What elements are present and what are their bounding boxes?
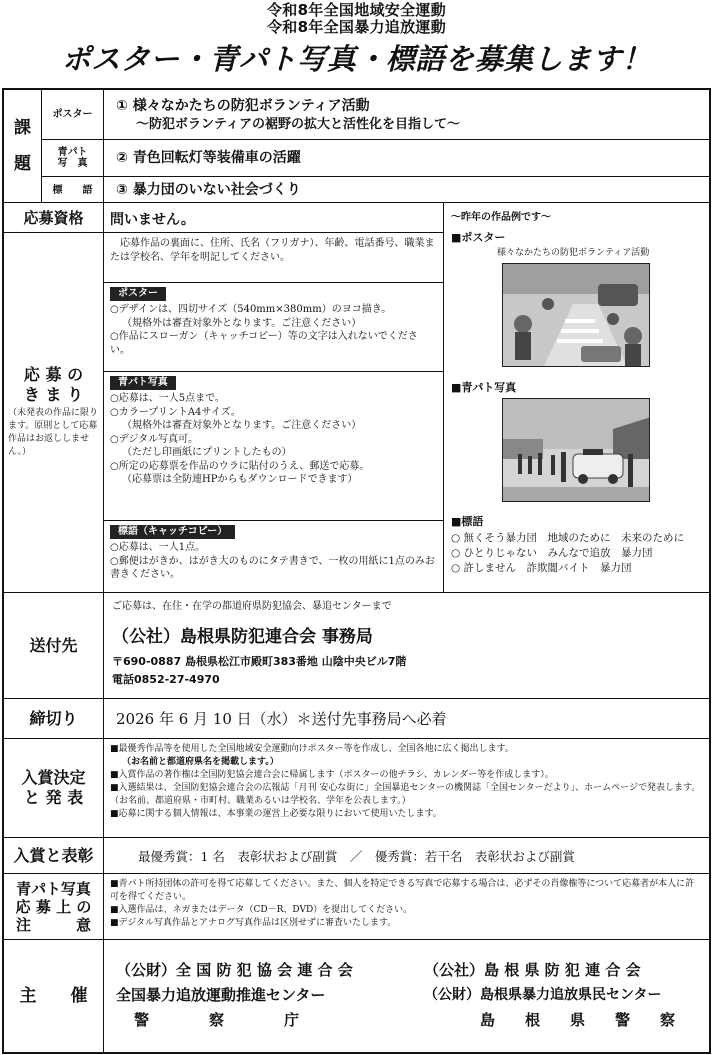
photo-tag: 青パト写真 bbox=[110, 376, 176, 390]
example-photo-label: ■青パト写真 bbox=[451, 381, 517, 394]
poster-rule-3: ○作品にスローガン（キャッチコピー）等の文字は入れないでください。 bbox=[110, 331, 418, 356]
notes-label-2: 応 募 上 の bbox=[15, 897, 92, 916]
theme-poster bbox=[42, 90, 709, 140]
organizer-left-1: （公財）全 国 防 犯 協 会 連 合 会 bbox=[116, 961, 353, 979]
example-slogan-2: ○ ひとりじゃない みんなで追放 暴力団 bbox=[451, 547, 653, 559]
address-org: （公社）島根県防犯連合会 事務局 bbox=[112, 627, 373, 647]
organizer-right-1: （公社）島 根 県 防 犯 連 合 会 bbox=[424, 961, 641, 979]
notes-label-3: 注 意 bbox=[15, 915, 91, 934]
theme-slogan bbox=[42, 177, 709, 203]
results-label bbox=[4, 739, 104, 837]
eligibility-label: 応募資格 bbox=[4, 203, 104, 233]
examples-panel bbox=[445, 203, 709, 592]
example-poster-image bbox=[502, 263, 650, 367]
awards-value: 最優秀賞：1 名 表彰状および副賞 ／ 優秀賞：若干名 表彰状および副賞 bbox=[138, 849, 575, 864]
awards-label: 入賞と表彰 bbox=[4, 838, 104, 873]
results-item-4: ■入選結果は、全国防犯協会連合会の広報誌「月刊 安心な街に」全国暴追センターの機関誌「全国センターだより」、ホームページで発表します。（お名前、都道府県・市町村、職業あるいは学校名、学年を公表します。） bbox=[110, 783, 701, 806]
rules-photo bbox=[104, 372, 443, 521]
address-content bbox=[104, 593, 709, 698]
examples-heading: 〜昨年の作品例です〜 bbox=[451, 212, 551, 223]
rules-label-1: 応 募 の bbox=[23, 364, 84, 384]
campaign-line-2: 令和8年全国暴力追放運動 bbox=[266, 18, 447, 36]
notes-label-1: 青パト写真 bbox=[16, 879, 91, 898]
organizers-section bbox=[4, 940, 709, 1052]
results-section bbox=[4, 739, 709, 838]
example-poster-caption: 様々なかたちの防犯ボランティア活動 bbox=[497, 248, 650, 258]
theme-text-2: ② 青色回転灯等装備車の活躍 bbox=[116, 150, 301, 166]
notes-content bbox=[104, 874, 709, 939]
results-item-5: ■応募に関する個人情報は、本事業の運営上必要な限りにおいて使用いたします。 bbox=[110, 809, 442, 819]
address-section bbox=[4, 593, 709, 699]
rules-label bbox=[4, 233, 104, 592]
results-item-2: （お名前と都道府県名を掲載します。） bbox=[122, 757, 279, 767]
organizer-right-3: 島 根 県 警 察 bbox=[480, 1011, 676, 1029]
notes-item-2: ■入選作品は、ネガまたはデータ（CD－R、DVD）を提出してください。 bbox=[110, 905, 413, 915]
results-content bbox=[104, 739, 709, 837]
photo-rule-5: （ただし印画紙にプリントしたもの） bbox=[122, 447, 292, 458]
campaign-line-1: 令和8年全国地域安全運動 bbox=[266, 1, 447, 19]
rules-left bbox=[104, 203, 444, 592]
theme-category-poster: ポスター bbox=[42, 90, 104, 139]
address-note: ご応募は、在住・在学の都道府県防犯協会、暴追センターまで bbox=[112, 601, 392, 612]
photo-rule-7: （応募票は全防連HPからもダウンロードできます） bbox=[122, 474, 358, 485]
example-slogan-3: ○ 許しません 詐欺闇バイト 暴力団 bbox=[451, 562, 632, 574]
slogan-rule-1: ○応募は、一人1点。 bbox=[110, 542, 206, 553]
photo-rule-1: ○応募は、一人5点まで。 bbox=[110, 393, 225, 404]
photo-rule-4: ○デジタル写真可。 bbox=[110, 433, 199, 445]
poster-rule-2: （規格外は審査対象外となります。ご注意ください） bbox=[122, 317, 362, 329]
organizer-left-3: 警 察 庁 bbox=[134, 1011, 300, 1029]
address-line: 〒690-0887 島根県松江市殿町383番地 山陰中央ビル7階 bbox=[112, 655, 407, 668]
address-tel: 電話0852-27-4970 bbox=[112, 673, 220, 686]
deadline-section bbox=[4, 699, 709, 739]
slogan-rule-2: ○郵便はがきか、はがき大のものにタテ書きで、一枚の用紙に1点のみお書きください。 bbox=[110, 555, 435, 580]
photo-rule-6: ○所定の応募票を作品のウラに貼付のうえ、郵送で応募。 bbox=[110, 460, 370, 472]
rules-slogan bbox=[104, 521, 443, 593]
poster-rule-1: ○デザインは、四切サイズ（540mm×380mm）のヨコ描き。 bbox=[110, 304, 392, 315]
theme-label-1: 課 bbox=[14, 118, 31, 138]
slogan-tag: 標語（キャッチコピー） bbox=[110, 525, 235, 539]
results-item-1: ■最優秀作品等を使用した全国地域安全運動向けポスター等を作成し、全国各地に広く掲出します。 bbox=[110, 744, 514, 754]
info-table bbox=[2, 88, 711, 1054]
notes-label bbox=[4, 874, 104, 939]
notes-item-1: ■青パト所持団体の許可を得て応募してください。また、個人を特定できる写真で応募する場合は、必ずその肖像権等について応募者が本人に許可を得てください。 bbox=[110, 879, 695, 902]
results-item-3: ■入賞作品の著作権は全国防犯協会連合会に帰属します（ポスターの他チラシ、カレンダー等を作成します）。 bbox=[110, 770, 554, 780]
example-slogan-label: ■標語 bbox=[451, 515, 484, 528]
example-poster-label: ■ポスター bbox=[451, 231, 506, 244]
poster-tag: ポスター bbox=[110, 287, 166, 301]
eligibility-value: 問いません。 bbox=[104, 203, 443, 233]
notes-item-3: ■デジタル写真作品とアナログ写真作品は区別せずに審査いたします。 bbox=[110, 918, 397, 928]
rules-section bbox=[4, 203, 709, 593]
results-label-2: と 発 表 bbox=[23, 788, 84, 807]
example-photo-image bbox=[502, 398, 650, 502]
theme-category-slogan: 標 語 bbox=[42, 177, 104, 203]
photo-rule-3: （規格外は審査対象外となります。ご注意ください） bbox=[122, 420, 362, 431]
results-label-1: 入賞決定 bbox=[21, 768, 86, 787]
theme-subtext-1: 〜防犯ボランティアの裾野の拡大と活性化を目指して〜 bbox=[136, 117, 460, 132]
awards-section bbox=[4, 838, 709, 874]
awards-content bbox=[104, 838, 709, 873]
organizers-label: 主 催 bbox=[4, 940, 104, 1052]
theme-photo bbox=[42, 140, 709, 177]
rules-intro: 応募作品の裏面に、住所、氏名（フリガナ）、年齢、電話番号、職業または学校名、学年を明記してください。 bbox=[104, 233, 443, 283]
page-header bbox=[0, 0, 713, 86]
rules-poster bbox=[104, 283, 443, 372]
photo-rule-2: ○カラープリントA4サイズ。 bbox=[110, 406, 241, 418]
page-title: ポスター・青パト写真・標語を募集します！ bbox=[61, 42, 652, 76]
organizers-right bbox=[424, 958, 675, 1033]
theme-text-1: ① 様々なかたちの防犯ボランティア活動 bbox=[116, 98, 370, 114]
deadline-content bbox=[104, 699, 709, 738]
notes-section bbox=[4, 874, 709, 940]
organizer-right-2: （公財）島根県暴力追放県民センター bbox=[424, 987, 662, 1003]
organizers-content bbox=[104, 940, 709, 1052]
theme-section bbox=[4, 90, 709, 203]
theme-category-photo: 青パト 写 真 bbox=[42, 140, 104, 176]
deadline-value: 2026 年 6 月 10 日（水）＊送付先事務局へ必着 bbox=[116, 710, 447, 728]
organizer-left-2: 全国暴力追放運動推進センター bbox=[116, 986, 326, 1004]
organizers-left bbox=[116, 958, 353, 1033]
theme-text-3: ③ 暴力団のいない社会づくり bbox=[116, 182, 301, 198]
deadline-label: 締切り bbox=[4, 699, 104, 738]
rules-note: （未発表の作品に限ります。原則として応募作品はお返ししません。） bbox=[8, 407, 99, 457]
address-label: 送付先 bbox=[4, 593, 104, 698]
theme-label bbox=[4, 90, 42, 202]
example-slogan-1: ○ 無くそう暴力団 地域のために 未来のために bbox=[451, 532, 684, 544]
theme-label-2: 題 bbox=[14, 154, 31, 174]
rules-label-2: き ま り bbox=[23, 384, 84, 404]
